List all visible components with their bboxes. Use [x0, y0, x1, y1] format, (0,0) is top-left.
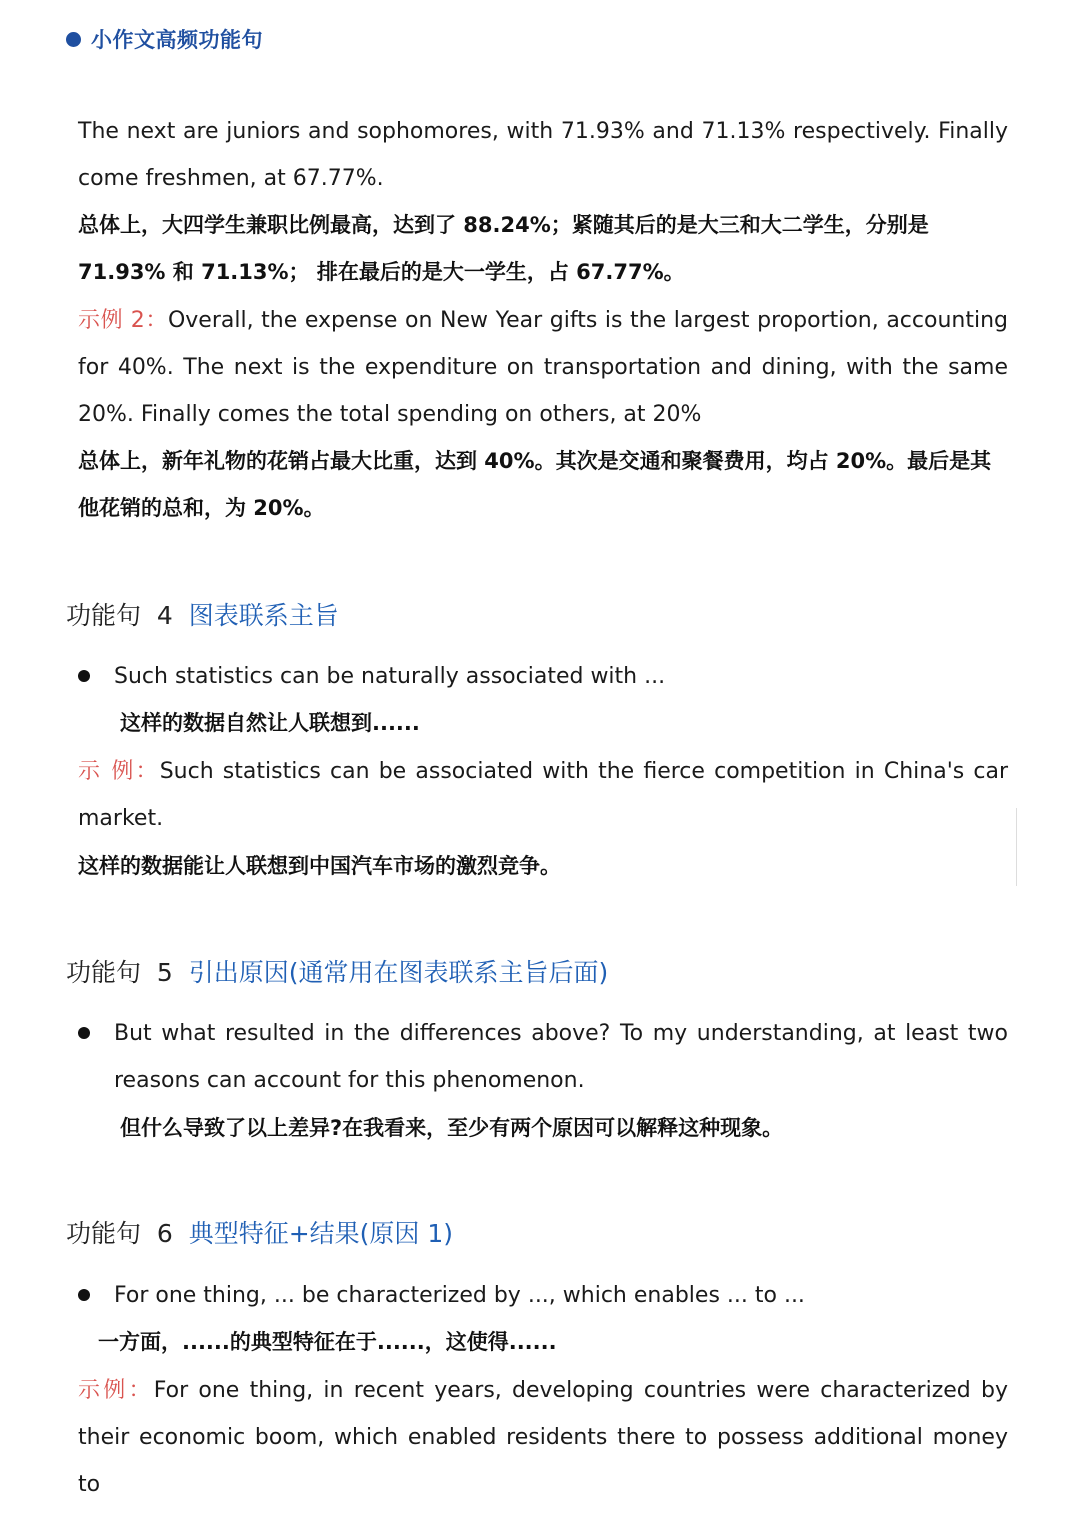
section6-bullet [78, 1272, 1008, 1319]
example2-chinese: 总体上，新年礼物的花销占最大比重，达到 40%。其次是交通和聚餐费用，均占 20%。最后是其他花销的总和，为 20%。 [78, 449, 992, 520]
page-title: 小作文高频功能句 [91, 28, 263, 52]
section5-prefix: 功能句 [66, 958, 142, 987]
example2-text: Overall, the expense on New Year gifts is the largest proportion, accounting for 40%. The next is the expenditure on transportation and dining, with the same 20%. Finally comes the total spending on others, at 20% [78, 308, 1008, 427]
block1-chinese: 总体上，大四学生兼职比例最高，达到了 88.24%；紧随其后的是大三和大二学生，分别是 71.93% 和 71.13%； 排在最后的是大一学生，占 67.77%。 [78, 213, 929, 284]
section6-bullet-chinese: 一方面，......的典型特征在于......，这使得...... [98, 1330, 557, 1354]
section4-prefix: 功能句 [66, 601, 142, 630]
section6-bullet-text: For one thing, ... be characterized by ..., which enables ... to ... [114, 1283, 805, 1308]
section5-number: 5 [156, 958, 173, 987]
bullet-icon [78, 1027, 90, 1039]
section4-bullet-chinese: 这样的数据自然让人联想到...... [120, 711, 420, 735]
section6-title: 典型特征+结果(原因 1) [188, 1219, 454, 1248]
section6-number: 6 [156, 1219, 173, 1248]
bullet-icon [78, 670, 90, 682]
section4-example-english [78, 748, 1008, 842]
page-header [66, 24, 263, 54]
section5-heading [66, 957, 608, 989]
section4-title: 图表联系主旨 [188, 601, 339, 630]
bullet-dot-icon [66, 32, 81, 47]
section6-example-label: 示例： [78, 1378, 154, 1403]
bullet-icon [78, 1289, 90, 1301]
section4-example-text: Such statistics can be associated with the fierce competition in China's car market. [78, 759, 1008, 831]
section5-bullet-chinese: 但什么导致了以上差异?在我看来，至少有两个原因可以解释这种现象。 [120, 1116, 784, 1140]
section4-bullet-text: Such statistics can be naturally associated with ... [114, 664, 666, 689]
section6-heading [66, 1218, 453, 1250]
section5-bullet [78, 1010, 1008, 1104]
example2-english [78, 297, 1008, 438]
section6-prefix: 功能句 [66, 1219, 142, 1248]
section6-example-text: For one thing, in recent years, developing countries were characterized by their economic boom, which enabled residents there to possess additional money to [78, 1378, 1008, 1497]
section5-bullet-text: But what resulted in the differences above? To my understanding, at least two reasons can account for this phenomenon. [114, 1021, 1008, 1093]
block1-english: The next are juniors and sophomores, with 71.93% and 71.13% respectively. Finally come freshmen, at 67.77%. [78, 119, 1008, 191]
section6-example-english [78, 1367, 1008, 1508]
section4-bullet [78, 653, 1008, 700]
section4-example-chinese: 这样的数据能让人联想到中国汽车市场的激烈竞争。 [78, 854, 561, 878]
example2-label: 示例 2： [78, 308, 168, 333]
section4-heading [66, 600, 339, 632]
margin-rule [1016, 808, 1017, 886]
section5-title: 引出原因(通常用在图表联系主旨后面) [188, 958, 609, 987]
section4-number: 4 [156, 601, 173, 630]
section4-example-label: 示 例： [78, 759, 160, 784]
